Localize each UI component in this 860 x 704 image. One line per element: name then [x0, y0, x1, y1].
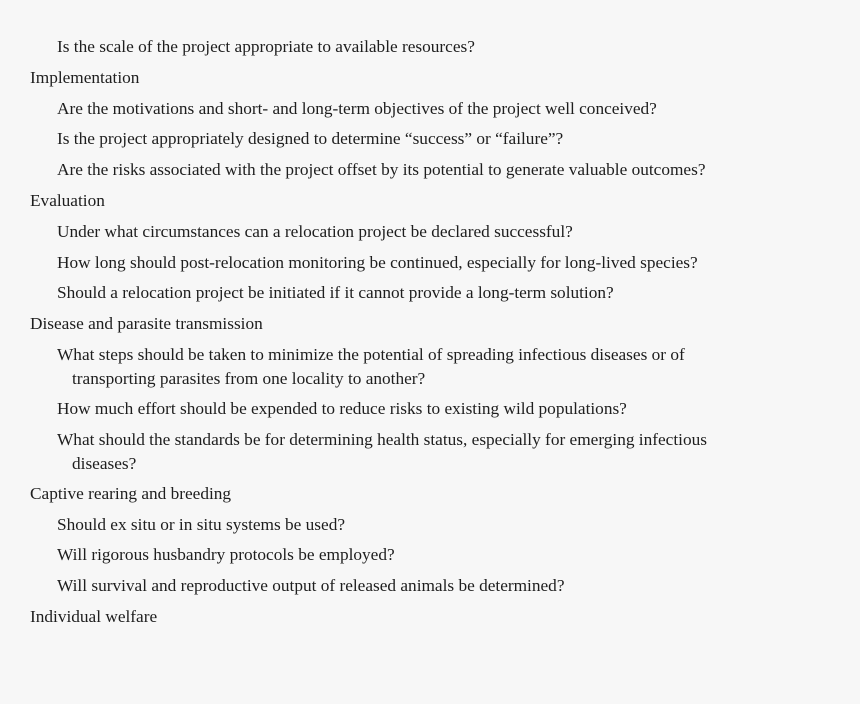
question-item: What steps should be taken to minimize the potential of spreading infectious diseases or of [57, 345, 685, 364]
question-item-continuation: transporting parasites from one locality to another? [72, 369, 426, 388]
question-item: Is the scale of the project appropriate to available resources? [57, 37, 475, 56]
question-item: Will survival and reproductive output of released animals be determined? [57, 576, 565, 595]
question-item: Should a relocation project be initiated if it cannot provide a long-term solution? [57, 283, 614, 302]
section-heading-welfare: Individual welfare [30, 607, 158, 626]
question-item: Are the risks associated with the project offset by its potential to generate valuable outcomes? [57, 160, 706, 179]
question-item: Is the project appropriately designed to determine “success” or “failure”? [57, 129, 564, 148]
section-heading-captive: Captive rearing and breeding [30, 484, 232, 503]
question-item: What should the standards be for determining health status, especially for emerging infectious [57, 430, 707, 449]
question-item: Are the motivations and short- and long-term objectives of the project well conceived? [57, 99, 657, 118]
question-item: Under what circumstances can a relocation project be declared successful? [57, 222, 573, 241]
question-item: Should ex situ or in situ systems be used? [57, 515, 346, 534]
section-heading-implementation: Implementation [30, 68, 140, 87]
question-item-continuation: diseases? [72, 454, 137, 473]
question-item: How much effort should be expended to reduce risks to existing wild populations? [57, 399, 627, 418]
section-heading-disease: Disease and parasite transmission [30, 314, 263, 333]
section-heading-evaluation: Evaluation [30, 191, 105, 210]
question-item: How long should post-relocation monitoring be continued, especially for long-lived species? [57, 253, 698, 272]
question-item: Will rigorous husbandry protocols be employed? [57, 545, 395, 564]
